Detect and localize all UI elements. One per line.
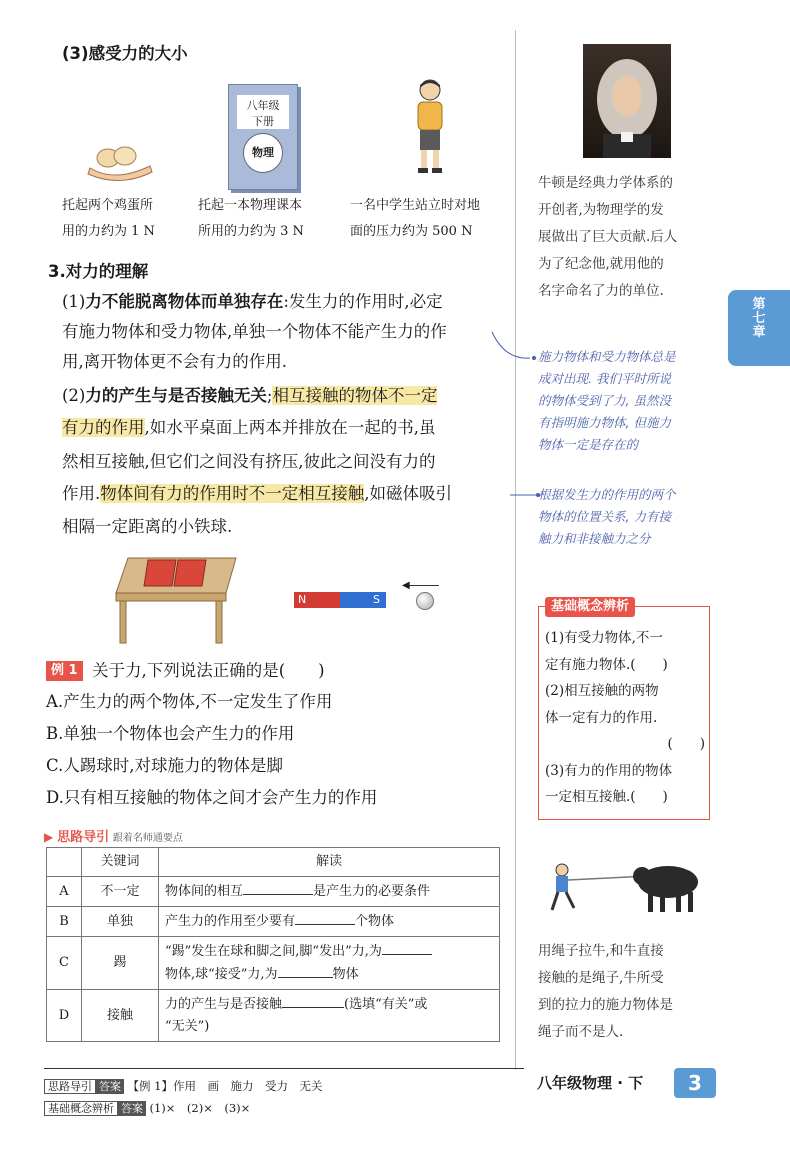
note-line: 物体一定是存在的 (538, 437, 639, 452)
newton-portrait (583, 44, 671, 158)
p2-text: ,如磁体吸引 (364, 484, 452, 503)
row-id: D (47, 990, 82, 1042)
p2-line4 (62, 479, 452, 509)
p2-line5: 相隔一定距离的小铁球. (62, 517, 233, 536)
arrow-line (405, 585, 439, 586)
row-text-part: 个物体 (355, 914, 395, 929)
student-illustration (405, 78, 455, 178)
concept-line: 体一定有力的作用. (545, 709, 658, 726)
caption-line: 用的力约为 1 N (62, 224, 155, 239)
newton-note-line: 展做出了巨大贡献.后人 (538, 229, 678, 245)
row-text-part: “踢”发生在球和脚之间,脚“发出”力,为 (165, 944, 382, 959)
guide-title: 思路导引 (57, 830, 110, 845)
row-key: 接触 (82, 990, 159, 1042)
table-row (47, 907, 500, 937)
chapter-tab[interactable] (728, 290, 790, 366)
guide-heading (44, 826, 183, 845)
p2-highlight: 有力的作用 (62, 418, 145, 437)
header-cell (47, 848, 82, 877)
example-options (46, 686, 377, 814)
concept-box (538, 599, 710, 820)
section-heading: 3.对力的理解 (48, 262, 149, 281)
row-key: 不一定 (82, 877, 159, 907)
answer-line-1 (44, 1077, 322, 1096)
note-connector (490, 330, 540, 380)
p2-bold: 力的产生与是否接触无关 (85, 386, 267, 405)
chapter-tab-char: 章 (752, 325, 766, 340)
answer-blank[interactable] (243, 880, 313, 895)
table-row (47, 877, 500, 907)
concept-line[interactable]: 一定相互接触.( ) (545, 789, 668, 805)
concept-title: 基础概念辨析 (545, 597, 635, 617)
header-cell: 关键词 (82, 848, 159, 877)
rope-cow-illustration (548, 852, 708, 922)
concept-line: (1)有受力物体,不一 (545, 630, 663, 646)
option-a[interactable]: A.产生力的两个物体,不一定发生了作用 (46, 692, 333, 711)
row-id: B (47, 907, 82, 937)
row-text-part: 是产生力的必要条件 (313, 884, 431, 899)
caption-line: 托起两个鸡蛋所 (62, 198, 154, 213)
answer-blank[interactable] (282, 993, 344, 1008)
concept-line: (3)有力的作用的物体 (545, 762, 673, 779)
p1-line2: 有施力物体和受力物体,单独一个物体不能产生力的作 (62, 322, 447, 341)
newton-note-line: 开创者,为物理学的发 (538, 202, 664, 218)
row-text-part: 力的产生与是否接触 (165, 997, 283, 1012)
book-grade: 八年级 (237, 95, 289, 117)
p1-line1 (62, 287, 443, 317)
caption-book (198, 193, 304, 245)
p2-text: 作用. (62, 484, 101, 503)
handwritten-note-1 (538, 346, 676, 456)
cow-note-line: 接触的是绳子,牛所受 (538, 970, 664, 986)
p1-bold: 力不能脱离物体而单独存在 (85, 292, 284, 311)
cow-note (538, 938, 673, 1046)
arrow-left-icon: ◀ (402, 580, 410, 591)
cow-note-line: 用绳子拉牛,和牛直接 (538, 943, 664, 959)
table-books-illustration (108, 548, 248, 644)
row-id: A (47, 877, 82, 907)
answer-line-2 (44, 1099, 250, 1118)
footer-book: 八年级物理 · 下 (537, 1074, 644, 1092)
answer-text: (1)× (2)× (3)× (149, 1101, 251, 1115)
row-text-part: 物体,球“接受”力,为 (165, 967, 278, 982)
magnet-north: N (294, 592, 340, 608)
table-row (47, 990, 500, 1042)
p2-text: ,如水平桌面上两本并排放在一起的书,虽 (144, 418, 436, 437)
row-text (159, 907, 500, 937)
note-line: 成对出现. 我们平时所说 (538, 371, 671, 386)
note-line: 根据发生力的作用的两个 (538, 487, 676, 502)
p2-number: (2) (62, 386, 86, 405)
p2-highlight: 物体间有力的作用时不一定相互接触 (100, 484, 365, 503)
book-term: 下册 (237, 115, 289, 129)
note-line: 物体的位置关系, 力有接 (538, 509, 671, 524)
newton-note-line: 名字命名了力的单位. (538, 283, 664, 299)
column-divider (515, 30, 516, 1070)
row-text (159, 877, 500, 907)
row-text (159, 990, 500, 1042)
p2-line1 (62, 381, 437, 411)
option-b[interactable]: B.单独一个物体也会产生力的作用 (46, 724, 295, 743)
concept-content (545, 625, 705, 811)
row-key: 单独 (82, 907, 159, 937)
caption-line: 托起一本物理课本 (198, 198, 303, 213)
handwritten-note-2 (538, 484, 676, 550)
answer-blank[interactable] (382, 940, 432, 955)
footer-rule (44, 1068, 524, 1069)
cow-note-line: 绳子而不是人. (538, 1024, 624, 1040)
caption-line: 一名中学生站立时对地 (350, 198, 481, 213)
option-c[interactable]: C.人踢球时,对球施力的物体是脚 (46, 756, 284, 775)
row-text-part: 产生力的作用至少要有 (165, 914, 296, 929)
example-label: 例 1 (46, 661, 83, 681)
note-line: 施力物体和受力物体总是 (538, 349, 676, 364)
physics-book-illustration (228, 84, 298, 190)
row-text-part: 物体间的相互 (165, 884, 244, 899)
answer-tag: 答案 (96, 1079, 124, 1094)
hand-eggs-illustration (80, 138, 160, 188)
book-subject: 物理 (243, 133, 283, 173)
table-row (47, 937, 500, 990)
note-line: 触力和非接触力之分 (538, 531, 651, 546)
iron-ball (416, 592, 434, 610)
p1-number: (1) (62, 292, 86, 311)
row-text-part: 物体 (332, 967, 359, 982)
answer-text: 【例 1】作用 画 施力 受力 无关 (127, 1079, 323, 1093)
concept-line[interactable]: ( ) (667, 736, 705, 752)
chapter-tab-char: 七 (752, 311, 766, 326)
page-number: 3 (674, 1068, 716, 1098)
guide-subtitle: 跟着名师通要点 (112, 833, 183, 844)
row-text-part: (选填“有关”或 (344, 997, 428, 1012)
play-icon: ▶ (44, 830, 54, 844)
magnet-south: S (340, 592, 386, 608)
answer-blank[interactable] (295, 910, 355, 925)
example-question: 关于力,下列说法正确的是( ) (92, 661, 325, 680)
note-line: 的物体受到了力, 虽然没 (538, 393, 671, 408)
caption-student (350, 193, 480, 245)
answer-label: 基础概念辨析 (44, 1101, 118, 1116)
answer-tag: 答案 (118, 1101, 146, 1116)
caption-line: 面的压力约为 500 N (350, 224, 473, 239)
newton-note-line: 牛顿是经典力学体系的 (538, 175, 673, 191)
p1-line3: 用,离开物体更不会有力的作用. (62, 352, 287, 371)
row-text (159, 937, 500, 990)
caption-line: 所用的力约为 3 N (198, 224, 304, 239)
concept-line[interactable]: 定有施力物体.( ) (545, 656, 668, 673)
note-line: 有指明施力物体, 但施力 (538, 415, 671, 430)
guide-table (46, 847, 500, 1042)
p2-highlight: 相互接触的物体不一定 (272, 386, 438, 405)
option-d[interactable]: D.只有相互接触的物体之间才会产生力的作用 (46, 788, 378, 807)
note-connector (508, 485, 542, 505)
p2-sep: ; (266, 386, 273, 405)
chapter-tab-char: 第 (752, 297, 766, 312)
cow-note-line: 到的拉力的施力物体是 (538, 997, 673, 1013)
header-cell: 解读 (159, 848, 500, 877)
row-text-part: “无关”) (165, 1019, 210, 1034)
newton-note (538, 170, 677, 305)
answer-blank[interactable] (278, 963, 333, 978)
p2-line3: 然相互接触,但它们之间没有挤压,彼此之间没有力的 (62, 452, 436, 471)
portrait-figure (583, 44, 671, 158)
p2-line2 (62, 413, 436, 443)
answer-label: 思路导引 (44, 1079, 96, 1094)
row-id: C (47, 937, 82, 990)
caption-eggs (62, 193, 155, 245)
table-header (47, 848, 500, 877)
row-key: 踢 (82, 937, 159, 990)
newton-note-line: 为了纪念他,就用他的 (538, 256, 664, 272)
p1-text: :发生力的作用时,必定 (283, 292, 443, 311)
concept-line: (2)相互接触的两物 (545, 683, 659, 699)
subsection-heading: (3)感受力的大小 (62, 44, 188, 63)
